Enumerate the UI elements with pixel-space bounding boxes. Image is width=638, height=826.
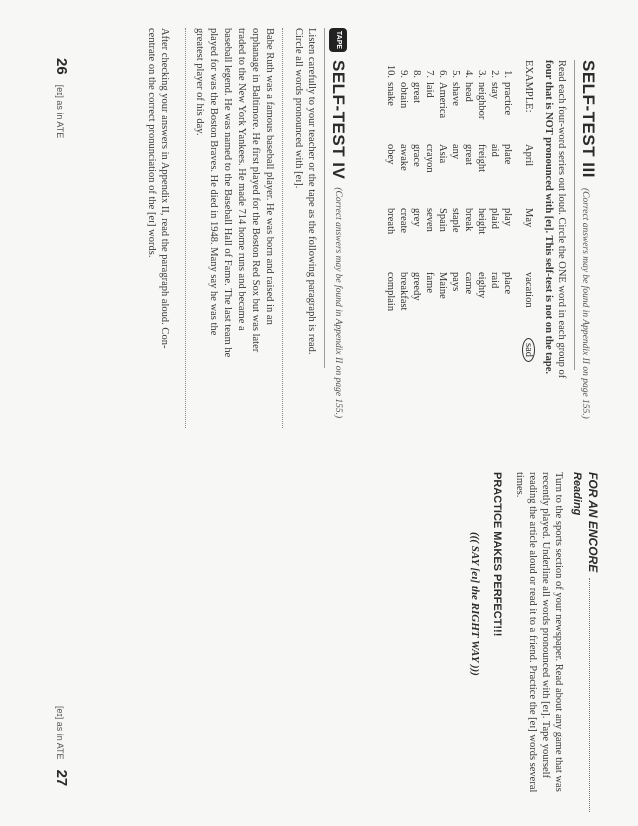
word-cell[interactable]: America xyxy=(437,82,448,119)
self-test-3-instructions-line-2: four that is NOT pronounced with [eɪ]. This self-test is not on the tape. xyxy=(543,60,554,375)
encore-dotted-leader xyxy=(589,578,590,812)
row-number: 10. xyxy=(385,64,396,78)
self-test-4-instructions-line-2: Circle all words pronounced with [eɪ]. xyxy=(293,28,304,189)
self-test-4-paragraph xyxy=(192,28,276,428)
word-cell[interactable]: seven xyxy=(424,208,435,232)
word-row xyxy=(474,60,487,362)
self-test-3-note: (Correct answers may be found in Appendix II on page 155.) xyxy=(580,187,590,419)
word-cell[interactable]: aid xyxy=(489,144,500,157)
word-cell[interactable]: raid xyxy=(489,272,500,289)
row-number: 6. xyxy=(437,70,448,78)
word-cell[interactable]: eighty xyxy=(476,272,487,299)
paragraph-line: Babe Ruth was a famous baseball player. He was born and raised in an xyxy=(264,28,275,325)
word-cell[interactable]: breath xyxy=(385,208,396,235)
word-row xyxy=(500,60,513,362)
self-test-3-word-table xyxy=(383,60,534,362)
self-test-4-instructions-line-1: Listen carefully to your teacher or the tape as the following paragraph is read. xyxy=(306,28,317,355)
paragraph-line: orphanage in Baltimore. He first played for the Boston Red Sox but was later xyxy=(250,28,261,353)
word-cell[interactable]: grey xyxy=(411,208,422,227)
paragraph-line: played for was the Boston Braves. He died in 1948. Many say he was the xyxy=(208,28,219,336)
self-test-4-rule xyxy=(324,28,325,368)
word-cell[interactable]: great xyxy=(463,144,474,165)
self-test-3-rule xyxy=(574,60,575,370)
word-cell[interactable]: breakfast xyxy=(398,272,409,311)
word-cell[interactable]: came xyxy=(463,272,474,295)
example-row xyxy=(521,60,534,362)
say-line: ((( SAY [eɪ] the RIGHT WAY ))) xyxy=(469,532,481,676)
row-number: 4. xyxy=(463,70,474,78)
encore-section xyxy=(469,472,600,812)
example-word: April xyxy=(523,144,534,167)
self-test-4-title: SELF-TEST IV xyxy=(329,60,348,180)
word-cell[interactable]: obey xyxy=(385,144,396,165)
word-row xyxy=(409,60,422,362)
practice-title: PRACTICE MAKES PERFECT!!! xyxy=(491,472,503,637)
word-row xyxy=(487,60,500,362)
word-cell[interactable]: shave xyxy=(450,82,461,106)
word-cell[interactable]: obtain xyxy=(398,82,409,109)
word-cell[interactable]: plate xyxy=(502,144,513,165)
word-row xyxy=(422,60,435,362)
after-checking-line-1: After checking your answers in Appendix II, read the paragraph aloud. Con- xyxy=(159,28,170,349)
right-page-footer xyxy=(53,706,70,786)
row-number: 8. xyxy=(411,70,422,78)
paragraph-top-rule xyxy=(282,28,283,428)
word-row xyxy=(461,60,474,362)
word-cell[interactable]: practice xyxy=(502,82,513,116)
left-page-footer xyxy=(53,58,70,138)
word-cell[interactable]: snake xyxy=(385,82,396,106)
word-cell[interactable]: break xyxy=(463,208,474,232)
word-row xyxy=(383,60,396,362)
example-circled-word: sad xyxy=(522,338,535,362)
word-cell[interactable]: greedy xyxy=(411,272,422,301)
word-cell[interactable]: Asia xyxy=(437,144,448,164)
self-test-4-note: (Correct answers may be found in Appendix II on page 155.) xyxy=(333,187,343,419)
example-word: May xyxy=(523,208,534,228)
reading-line-3: reading the article aloud or read it to a friend. Practice the [eɪ] words several xyxy=(527,472,538,793)
row-number: 9. xyxy=(398,70,409,78)
word-cell[interactable]: head xyxy=(463,82,474,102)
self-test-4-section xyxy=(145,28,348,428)
paragraph-bottom-rule xyxy=(185,28,186,428)
right-page-number: 27 xyxy=(53,769,70,787)
word-row xyxy=(448,60,461,362)
word-cell[interactable]: neighbor xyxy=(476,82,487,120)
word-cell[interactable]: stay xyxy=(489,82,500,99)
word-cell[interactable]: awake xyxy=(398,144,409,171)
left-footer-note: [eɪ] as in ATE xyxy=(55,84,65,139)
word-cell[interactable]: create xyxy=(398,208,409,234)
word-cell[interactable]: plaid xyxy=(489,208,500,229)
self-test-3-section xyxy=(383,60,598,480)
after-checking-line-2: centrate on the correct pronunciation of the [eɪ] words. xyxy=(146,28,157,258)
row-number: 7. xyxy=(424,70,435,78)
reading-line-2: recently played. Underline all words pronounced with [eɪ]. Tape yourself xyxy=(540,472,551,779)
word-cell[interactable]: grace xyxy=(411,144,422,167)
word-cell[interactable]: complain xyxy=(385,272,396,312)
word-cell[interactable]: crayon xyxy=(424,144,435,173)
word-cell[interactable]: any xyxy=(450,144,461,160)
row-number: 3. xyxy=(476,70,487,78)
row-number: 1. xyxy=(502,70,513,78)
encore-title: FOR AN ENCORE xyxy=(586,472,600,573)
self-test-3-title: SELF-TEST III xyxy=(579,60,598,178)
word-rows xyxy=(383,60,513,362)
word-cell[interactable]: Spain xyxy=(437,208,448,232)
row-number: 2. xyxy=(489,70,500,78)
word-cell[interactable]: play xyxy=(502,208,513,227)
reading-title: Reading xyxy=(571,472,583,516)
word-cell[interactable]: height xyxy=(476,208,487,235)
tape-icon: TAPE xyxy=(329,28,347,52)
self-test-3-instructions-line-1: Read each four-word series out loud. Circle the ONE word in each group of xyxy=(556,60,567,379)
word-row xyxy=(435,60,448,362)
word-cell[interactable]: place xyxy=(502,272,513,295)
word-cell[interactable]: pays xyxy=(450,272,461,292)
example-label: EXAMPLE: xyxy=(523,60,534,113)
example-word: vacation xyxy=(523,272,534,308)
paragraph-line: traded to the New York Yankees. He made 714 home runs and became a xyxy=(236,28,247,331)
word-cell[interactable]: staple xyxy=(450,208,461,233)
word-cell[interactable]: freight xyxy=(476,144,487,172)
reading-line-4: times. xyxy=(514,472,525,498)
left-page-number: 26 xyxy=(53,58,70,75)
word-cell[interactable]: laid xyxy=(424,82,435,98)
word-cell[interactable]: great xyxy=(411,82,422,103)
word-row xyxy=(396,60,409,362)
word-cell[interactable]: fame xyxy=(424,272,435,293)
word-cell[interactable]: Maine xyxy=(437,272,448,299)
row-number: 5. xyxy=(450,70,461,78)
reading-line-1: Turn to the sports section of your newspaper. Read about any game that was xyxy=(553,472,564,792)
paragraph-line: greatest player of his day. xyxy=(194,28,205,136)
right-footer-note: [eɪ] as in ATE xyxy=(55,706,65,760)
paragraph-line: baseball legend. He was named to the Baseball Hall of Fame. The last team he xyxy=(222,28,233,358)
